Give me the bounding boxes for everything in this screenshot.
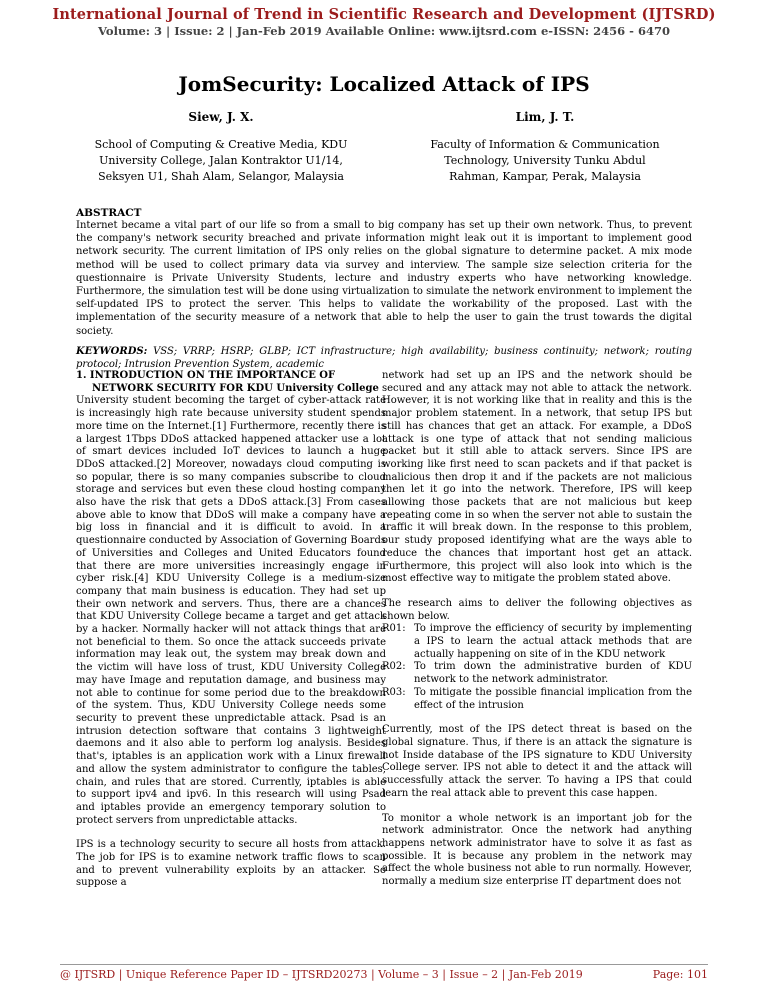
objective-text: To mitigate the possible financial implication from the effect of the intrusion — [414, 686, 692, 711]
journal-title: International Journal of Trend in Scientific Research and Development (IJTSRD) — [52, 6, 716, 23]
footer-divider — [60, 964, 708, 965]
list-item — [382, 661, 692, 686]
affiliation-line: Technology, University Tunku Abdul — [444, 154, 646, 167]
paragraph: IPS is a technology security to secure all hosts from attack. The job for IPS is to examine network traffic flows to scan and to prevent vulnerability exploits by an attacker. So suppose a — [76, 839, 386, 889]
page-number: Page: 101 — [652, 968, 708, 981]
left-column — [76, 370, 386, 902]
section-heading-line: 1. INTRODUCTION ON THE IMPORTANCE OF — [76, 370, 336, 381]
author-2-affiliation — [400, 137, 690, 185]
objective-code: R01: — [382, 623, 406, 635]
affiliation-line: Faculty of Information & Communication — [430, 138, 660, 151]
affiliation-line: Rahman, Kampar, Perak, Malaysia — [449, 170, 641, 183]
right-column — [382, 370, 692, 901]
section-heading — [76, 370, 386, 395]
paragraph: University student becoming the target of cyber-attack rate is increasingly high rate because university student spends more time on the Internet.[1] Furthermore, recently there is a largest 1Tbps DDoS attacked happened attacker use a lot of smart devices included IoT devices to launch a huge DDoS attacked.[2] Moreover, nowadays cloud computing is so popular, there is so many companies subscribe to cloud storage and services but even these cloud hosting company also have the risk that gets a DDoS attack.[3] From cases above able to know that DDoS will make a company have a big loss in financial and it is difficult to avoid. In a questionnaire conducted by Association of Governing Boards of Universities and Colleges and United Educators found that there are more universities increasingly engage in cyber risk.[4] KDU University College is a medium-size company that main business is education. They had set up their own network and servers. Thus, there are a chances that KDU University College became a target and get attack by a hacker. Normally hacker will not attack things that are not beneficial to them. So once the attack succeeds private information may leak out, the system may break down and the victim will have loss of trust, KDU University College may have Image and reputation damage, and business may not able to continue for some period due to the breakdown of the system. Thus, KDU University College needs some security to prevent these unpredictable attack. Psad is an intrusion detection software that contains 3 lightweight daemons and it also able to perform log analysis. Besides that's, iptables is an application work with a Linux firewall and allow the system administrator to configure the tables, chain, and rules that are stored. Currently, iptables is able to support ipv4 and ipv6. In this research will using Psad and iptables provide an emergency temporary solution to protect servers from unpredictable attacks. — [76, 395, 386, 826]
footer-reference: @ IJTSRD | Unique Reference Paper ID – IJTSRD20273 | Volume – 3 | Issue – 2 | Jan-Feb 2019 — [60, 968, 583, 981]
objective-code: R03: — [382, 686, 406, 698]
affiliation-line: Seksyen U1, Shah Alam, Selangor, Malaysia — [98, 170, 344, 183]
objective-text: To trim down the administrative burden of KDU network to the network administrator. — [414, 661, 692, 686]
issue-line: Volume: 3 | Issue: 2 | Jan-Feb 2019 Available Online: www.ijtsrd.com e-ISSN: 2456 - 6470 — [98, 24, 670, 38]
author-2-name: Lim, J. T. — [515, 110, 575, 124]
affiliation-line: University College, Jalan Kontraktor U1/14, — [99, 154, 343, 167]
paragraph: Currently, most of the IPS detect threat is based on the global signature. Thus, if there is an attack the signature is not Inside database of the IPS signature to KDU University College server. IPS not able to detect it and the attack will successfully attack the server. To having a IPS that could learn the real attack able to prevent this case happen. — [382, 724, 692, 799]
abstract-heading: ABSTRACT — [76, 207, 142, 219]
paragraph: To monitor a whole network is an important job for the network administrator. Once the network had anything happens network administrator have to solve it as fast as possible. It is because any problem in the network may affect the whole business not able to run normally. However, normally a medium size enterprise IT department does not — [382, 812, 692, 888]
list-item — [382, 623, 692, 661]
paragraph: network had set up an IPS and the network should be secured and any attack may not able to attack the network. However, it is not working like that in reality and this is the major problem statement. In a network, that setup IPS but still has chances that get an attack. For example, a DDoS attack is one type of attack that not sending malicious packet but it still able to attack servers. Since IPS are working like first need to scan packets and if that packet is malicious then drop it and if the packets are not malicious then let it go into the network. Therefore, IPS will keep allowing those packets that are not malicious but keep repeating come in so when the server not able to sustain the traffic it will break down. In the response to this problem, our study proposed identifying what are the ways able to reduce the chances that important host get an attack. Furthermore, this project will also look into which is the most effective way to mitigate the problem stated above. — [382, 370, 692, 585]
objectives-list — [382, 623, 692, 712]
keywords-text: VSS; VRRP; HSRP; GLBP; ICT infrastructure; high availability; business continuity; network; routing protocol; Intrusion Prevention System, academic — [76, 346, 692, 371]
author-1-name: Siew, J. X. — [188, 110, 254, 124]
journal-header — [0, 6, 768, 38]
page-footer — [60, 968, 708, 981]
keywords-label: KEYWORDS: — [76, 346, 148, 357]
paragraph: The research aims to deliver the following objectives as shown below. — [382, 597, 692, 622]
author-1-affiliation — [76, 137, 366, 185]
objective-text: To improve the efficiency of security by implementing a IPS to learn the actual attack methods that are actually happening on site of in the KDU network — [414, 623, 692, 660]
abstract-text: Internet became a vital part of our life so from a small to big company has set up their own network. Thus, to prevent the company's network security breached and private information might leak out it is important to implement good network security. The current limitation of IPS only relies on the global signature to determine packet. A mix mode method will be used to collect primary data via survey and interview. The sample size selection criteria for the questionnaire is Private University Students, lecture and industry experts who have networking knowledge. Furthermore, the simulation test will be done using virtualization to simulate the network environment to implement the self-updated IPS to protect the server. This helps to validate the workability of the proposed. Last with the implementation of the security measure of a network that able to help the user to gain the trust towards the digital society. — [76, 220, 692, 337]
list-item — [382, 687, 692, 712]
affiliation-line: School of Computing & Creative Media, KDU — [94, 138, 348, 151]
section-heading-line: NETWORK SECURITY FOR KDU University College — [92, 382, 379, 394]
objective-code: R02: — [382, 661, 406, 673]
paper-title: JomSecurity: Localized Attack of IPS — [178, 72, 590, 96]
keywords — [76, 345, 692, 371]
